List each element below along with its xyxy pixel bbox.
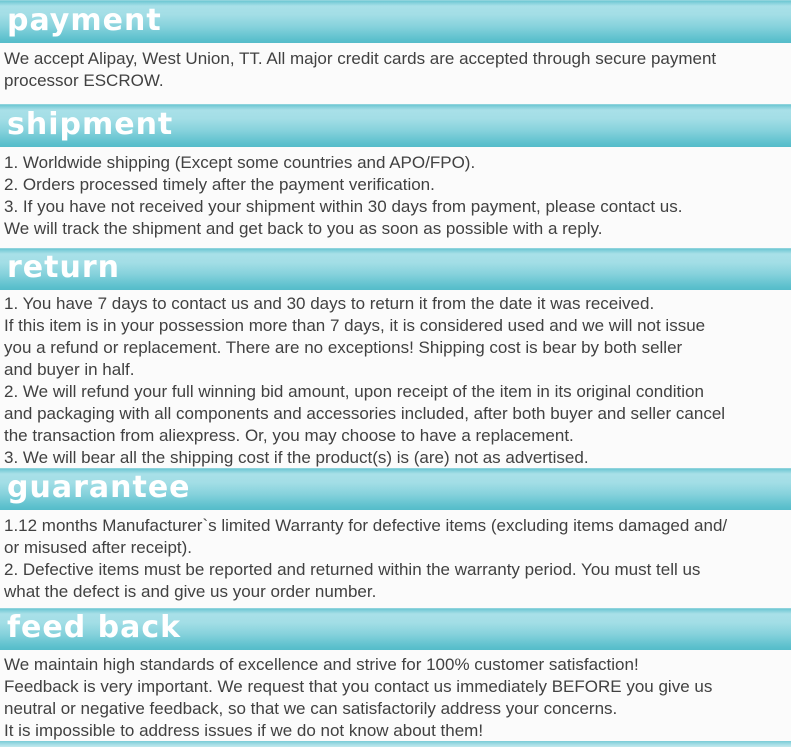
guarantee-section-body xyxy=(0,510,791,608)
section-shipment xyxy=(0,104,791,248)
body-text-line: If this item is in your possession more than 7 days, it is considered used and we will not issue xyxy=(4,316,706,335)
guarantee-section-title: guarantee xyxy=(7,470,191,505)
body-text-line: 3. If you have not received your shipment within 30 days from payment, please contact us. xyxy=(4,197,683,216)
body-text-line: We maintain high standards of excellence and strive for 100% customer satisfaction! xyxy=(4,655,639,674)
feedback-section-title: feed back xyxy=(7,610,182,645)
section-return xyxy=(0,248,791,468)
feedback-section-body xyxy=(0,650,791,741)
body-text-line: 1. Worldwide shipping (Except some countries and APO/FPO). xyxy=(4,153,476,172)
body-text-line: We accept Alipay, West Union, TT. All major credit cards are accepted through secure payment xyxy=(4,49,717,68)
shipment-header-bar xyxy=(0,104,791,147)
return-section-title: return xyxy=(7,250,120,285)
body-text-line: and packaging with all components and accessories included, after both buyer and seller cancel xyxy=(4,404,726,423)
feedback-header-bar xyxy=(0,608,791,650)
body-text-line: or misused after receipt). xyxy=(4,538,193,557)
body-text-line: neutral or negative feedback, so that we can satisfactorily address your concerns. xyxy=(4,699,618,718)
guarantee-header-bar xyxy=(0,468,791,510)
section-guarantee xyxy=(0,468,791,608)
payment-section-title: payment xyxy=(7,2,162,38)
section-payment xyxy=(0,0,791,104)
body-text-line: you a refund or replacement. There are no exceptions! Shipping cost is bear by both seller xyxy=(4,338,683,357)
shipment-section-body xyxy=(0,147,791,248)
return-header-bar xyxy=(0,248,791,290)
body-text-line: and buyer in half. xyxy=(4,360,135,379)
body-text-line: We will track the shipment and get back to you as soon as possible with a reply. xyxy=(4,219,603,238)
body-text-line: 1.12 months Manufacturer`s limited Warranty for defective items (excluding items damaged and/ xyxy=(4,516,728,535)
payment-header-bar xyxy=(0,0,791,43)
body-text-line: Feedback is very important. We request that you contact us immediately BEFORE you give us xyxy=(4,677,713,696)
body-text-line: 2. Orders processed timely after the payment verification. xyxy=(4,175,435,194)
body-text-line: 2. We will refund your full winning bid amount, upon receipt of the item in its original condition xyxy=(4,382,704,401)
body-text-line: 3. We will bear all the shipping cost if the product(s) is (are) not as advertised. xyxy=(4,448,589,467)
payment-section-body xyxy=(0,43,791,104)
body-text-line: It is impossible to address issues if we do not know about them! xyxy=(4,721,484,740)
section-feedback xyxy=(0,608,791,741)
body-text-line: processor ESCROW. xyxy=(4,71,164,90)
body-text-line: the transaction from aliexpress. Or, you may choose to have a replacement. xyxy=(4,426,574,445)
body-text-line: what the defect is and give us your order number. xyxy=(4,582,377,601)
body-text-line: 2. Defective items must be reported and returned within the warranty period. You must tell us xyxy=(4,560,701,579)
body-text-line: 1. You have 7 days to contact us and 30 days to return it from the date it was received. xyxy=(4,294,655,313)
shipment-section-title: shipment xyxy=(7,106,174,142)
return-section-body xyxy=(0,290,791,468)
